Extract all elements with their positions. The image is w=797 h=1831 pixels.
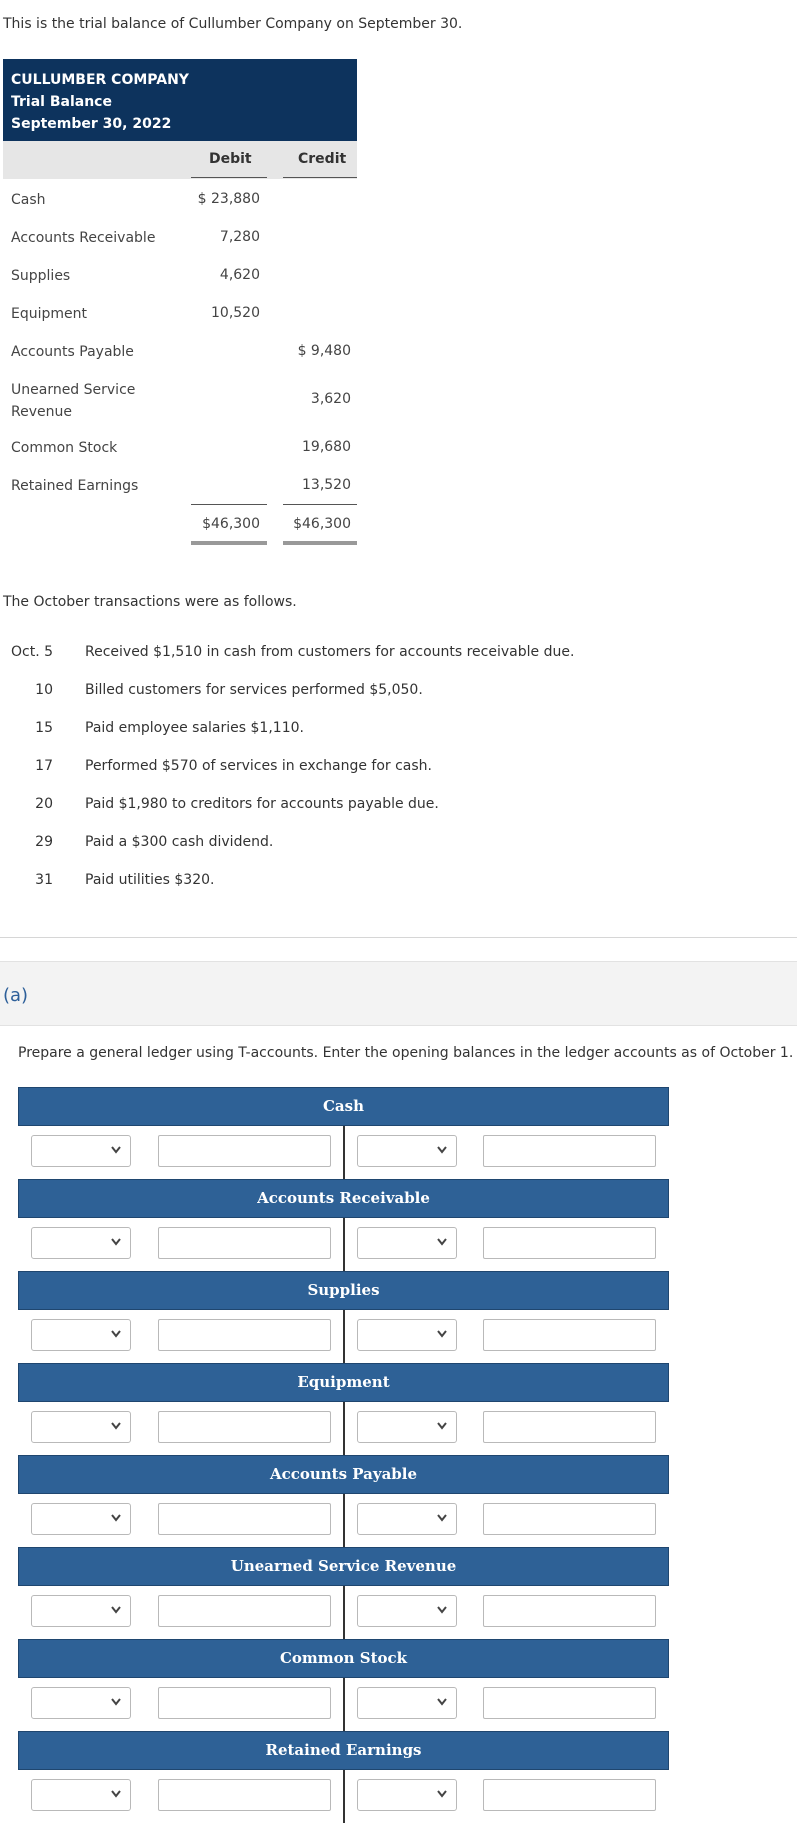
transaction-description: Paid a $300 cash dividend. <box>85 834 274 850</box>
t-account-divider <box>343 1586 345 1639</box>
chevron-down-icon <box>110 1603 122 1617</box>
debit-date-select[interactable] <box>31 1687 131 1719</box>
credit-column-header: Credit <box>298 151 347 167</box>
credit-total: $46,300 <box>293 516 351 532</box>
debit-amount-input[interactable] <box>158 1227 331 1259</box>
credit-date-select[interactable] <box>357 1503 457 1535</box>
credit-amount-input[interactable] <box>483 1319 656 1351</box>
chevron-down-icon <box>436 1235 448 1249</box>
credit-amount-input[interactable] <box>483 1779 656 1811</box>
chevron-down-icon <box>110 1419 122 1433</box>
credit-amount-input[interactable] <box>483 1227 656 1259</box>
trial-balance-account-label: Retained Earnings <box>11 478 139 494</box>
debit-date-select[interactable] <box>31 1595 131 1627</box>
t-account-divider <box>343 1494 345 1547</box>
company-name: CULLUMBER COMPANY <box>11 72 189 88</box>
transaction-date: 31 <box>35 872 53 888</box>
chevron-down-icon <box>110 1511 122 1525</box>
transaction-date: 17 <box>35 758 53 774</box>
trial-balance-debit-amount: 10,520 <box>211 305 260 321</box>
chevron-down-icon <box>110 1235 122 1249</box>
credit-amount-input[interactable] <box>483 1411 656 1443</box>
transaction-description: Paid employee salaries $1,110. <box>85 720 304 736</box>
debit-date-select[interactable] <box>31 1227 131 1259</box>
chevron-down-icon <box>110 1787 122 1801</box>
credit-header-rule <box>283 177 357 178</box>
credit-total-double-rule <box>283 541 357 545</box>
debit-date-select[interactable] <box>31 1503 131 1535</box>
debit-date-select[interactable] <box>31 1319 131 1351</box>
chevron-down-icon <box>110 1327 122 1341</box>
credit-total-rule <box>283 504 357 505</box>
chevron-down-icon <box>110 1143 122 1157</box>
t-account-divider <box>343 1770 345 1823</box>
debit-header-rule <box>191 177 267 178</box>
t-account-header-cash: Cash <box>18 1087 669 1126</box>
debit-total-double-rule <box>191 541 267 545</box>
trial-balance-account-label: Cash <box>11 192 46 208</box>
trial-balance-account-label: Accounts Receivable <box>11 230 156 246</box>
credit-date-select[interactable] <box>357 1411 457 1443</box>
debit-column-header: Debit <box>209 151 252 167</box>
credit-amount-input[interactable] <box>483 1687 656 1719</box>
part-a-label: (a) <box>3 985 29 1006</box>
t-account-divider <box>343 1402 345 1455</box>
october-intro-text: The October transactions were as follows. <box>3 594 297 610</box>
credit-amount-input[interactable] <box>483 1595 656 1627</box>
t-account-header-equipment: Equipment <box>18 1363 669 1402</box>
instruction-text: Prepare a general ledger using T-accounts. Enter the opening balances in the ledger accounts as of October 1. <box>18 1045 794 1061</box>
t-account-header-accounts-payable: Accounts Payable <box>18 1455 669 1494</box>
transaction-date: 10 <box>35 682 53 698</box>
statement-title: Trial Balance <box>11 94 112 110</box>
chevron-down-icon <box>436 1603 448 1617</box>
transaction-date: 15 <box>35 720 53 736</box>
debit-amount-input[interactable] <box>158 1411 331 1443</box>
transaction-description: Paid $1,980 to creditors for accounts payable due. <box>85 796 439 812</box>
trial-balance-account-label: Unearned Service Revenue <box>11 382 136 420</box>
trial-balance-account-label: Accounts Payable <box>11 344 134 360</box>
debit-amount-input[interactable] <box>158 1135 331 1167</box>
credit-date-select[interactable] <box>357 1687 457 1719</box>
debit-amount-input[interactable] <box>158 1687 331 1719</box>
debit-total-rule <box>191 504 267 505</box>
chevron-down-icon <box>436 1787 448 1801</box>
credit-date-select[interactable] <box>357 1227 457 1259</box>
credit-amount-input[interactable] <box>483 1135 656 1167</box>
chevron-down-icon <box>436 1327 448 1341</box>
trial-balance-header <box>3 59 357 141</box>
debit-date-select[interactable] <box>31 1779 131 1811</box>
t-account-header-unearned-service-revenue: Unearned Service Revenue <box>18 1547 669 1586</box>
t-account-divider <box>343 1310 345 1363</box>
section-divider <box>0 937 797 938</box>
debit-amount-input[interactable] <box>158 1319 331 1351</box>
transaction-description: Received $1,510 in cash from customers for accounts receivable due. <box>85 644 575 660</box>
trial-balance-account-label: Common Stock <box>11 440 118 456</box>
debit-amount-input[interactable] <box>158 1779 331 1811</box>
transaction-date: 20 <box>35 796 53 812</box>
credit-date-select[interactable] <box>357 1595 457 1627</box>
part-a-bar <box>0 961 797 1026</box>
t-account-header-common-stock: Common Stock <box>18 1639 669 1678</box>
credit-amount-input[interactable] <box>483 1503 656 1535</box>
chevron-down-icon <box>436 1143 448 1157</box>
t-account-header-supplies: Supplies <box>18 1271 669 1310</box>
t-account-divider <box>343 1126 345 1179</box>
chevron-down-icon <box>436 1511 448 1525</box>
credit-date-select[interactable] <box>357 1135 457 1167</box>
debit-date-select[interactable] <box>31 1135 131 1167</box>
trial-balance-debit-amount: $ 23,880 <box>197 191 260 207</box>
transaction-description: Billed customers for services performed $5,050. <box>85 682 423 698</box>
chevron-down-icon <box>436 1419 448 1433</box>
transaction-description: Paid utilities $320. <box>85 872 215 888</box>
transaction-date: Oct. 5 <box>10 644 53 660</box>
t-account-header-accounts-receivable: Accounts Receivable <box>18 1179 669 1218</box>
t-account-header-retained-earnings: Retained Earnings <box>18 1731 669 1770</box>
transaction-date: 29 <box>35 834 53 850</box>
trial-balance-credit-amount: 3,620 <box>310 391 351 407</box>
t-account-divider <box>343 1218 345 1271</box>
trial-balance-debit-amount: 7,280 <box>219 229 260 245</box>
trial-balance-credit-amount: $ 9,480 <box>297 343 351 359</box>
chevron-down-icon <box>436 1695 448 1709</box>
intro-text: This is the trial balance of Cullumber Company on September 30. <box>3 16 463 32</box>
debit-date-select[interactable] <box>31 1411 131 1443</box>
trial-balance-credit-amount: 19,680 <box>302 439 351 455</box>
t-account-divider <box>343 1678 345 1731</box>
credit-date-select[interactable] <box>357 1319 457 1351</box>
trial-balance-account-label: Supplies <box>11 268 71 284</box>
transaction-description: Performed $570 of services in exchange for cash. <box>85 758 433 774</box>
chevron-down-icon <box>110 1695 122 1709</box>
trial-balance-credit-amount: 13,520 <box>302 477 351 493</box>
trial-balance-account-label: Equipment <box>11 306 87 322</box>
debit-amount-input[interactable] <box>158 1503 331 1535</box>
statement-date: September 30, 2022 <box>11 116 172 132</box>
debit-total: $46,300 <box>202 516 260 532</box>
debit-amount-input[interactable] <box>158 1595 331 1627</box>
trial-balance-debit-amount: 4,620 <box>219 267 260 283</box>
credit-date-select[interactable] <box>357 1779 457 1811</box>
